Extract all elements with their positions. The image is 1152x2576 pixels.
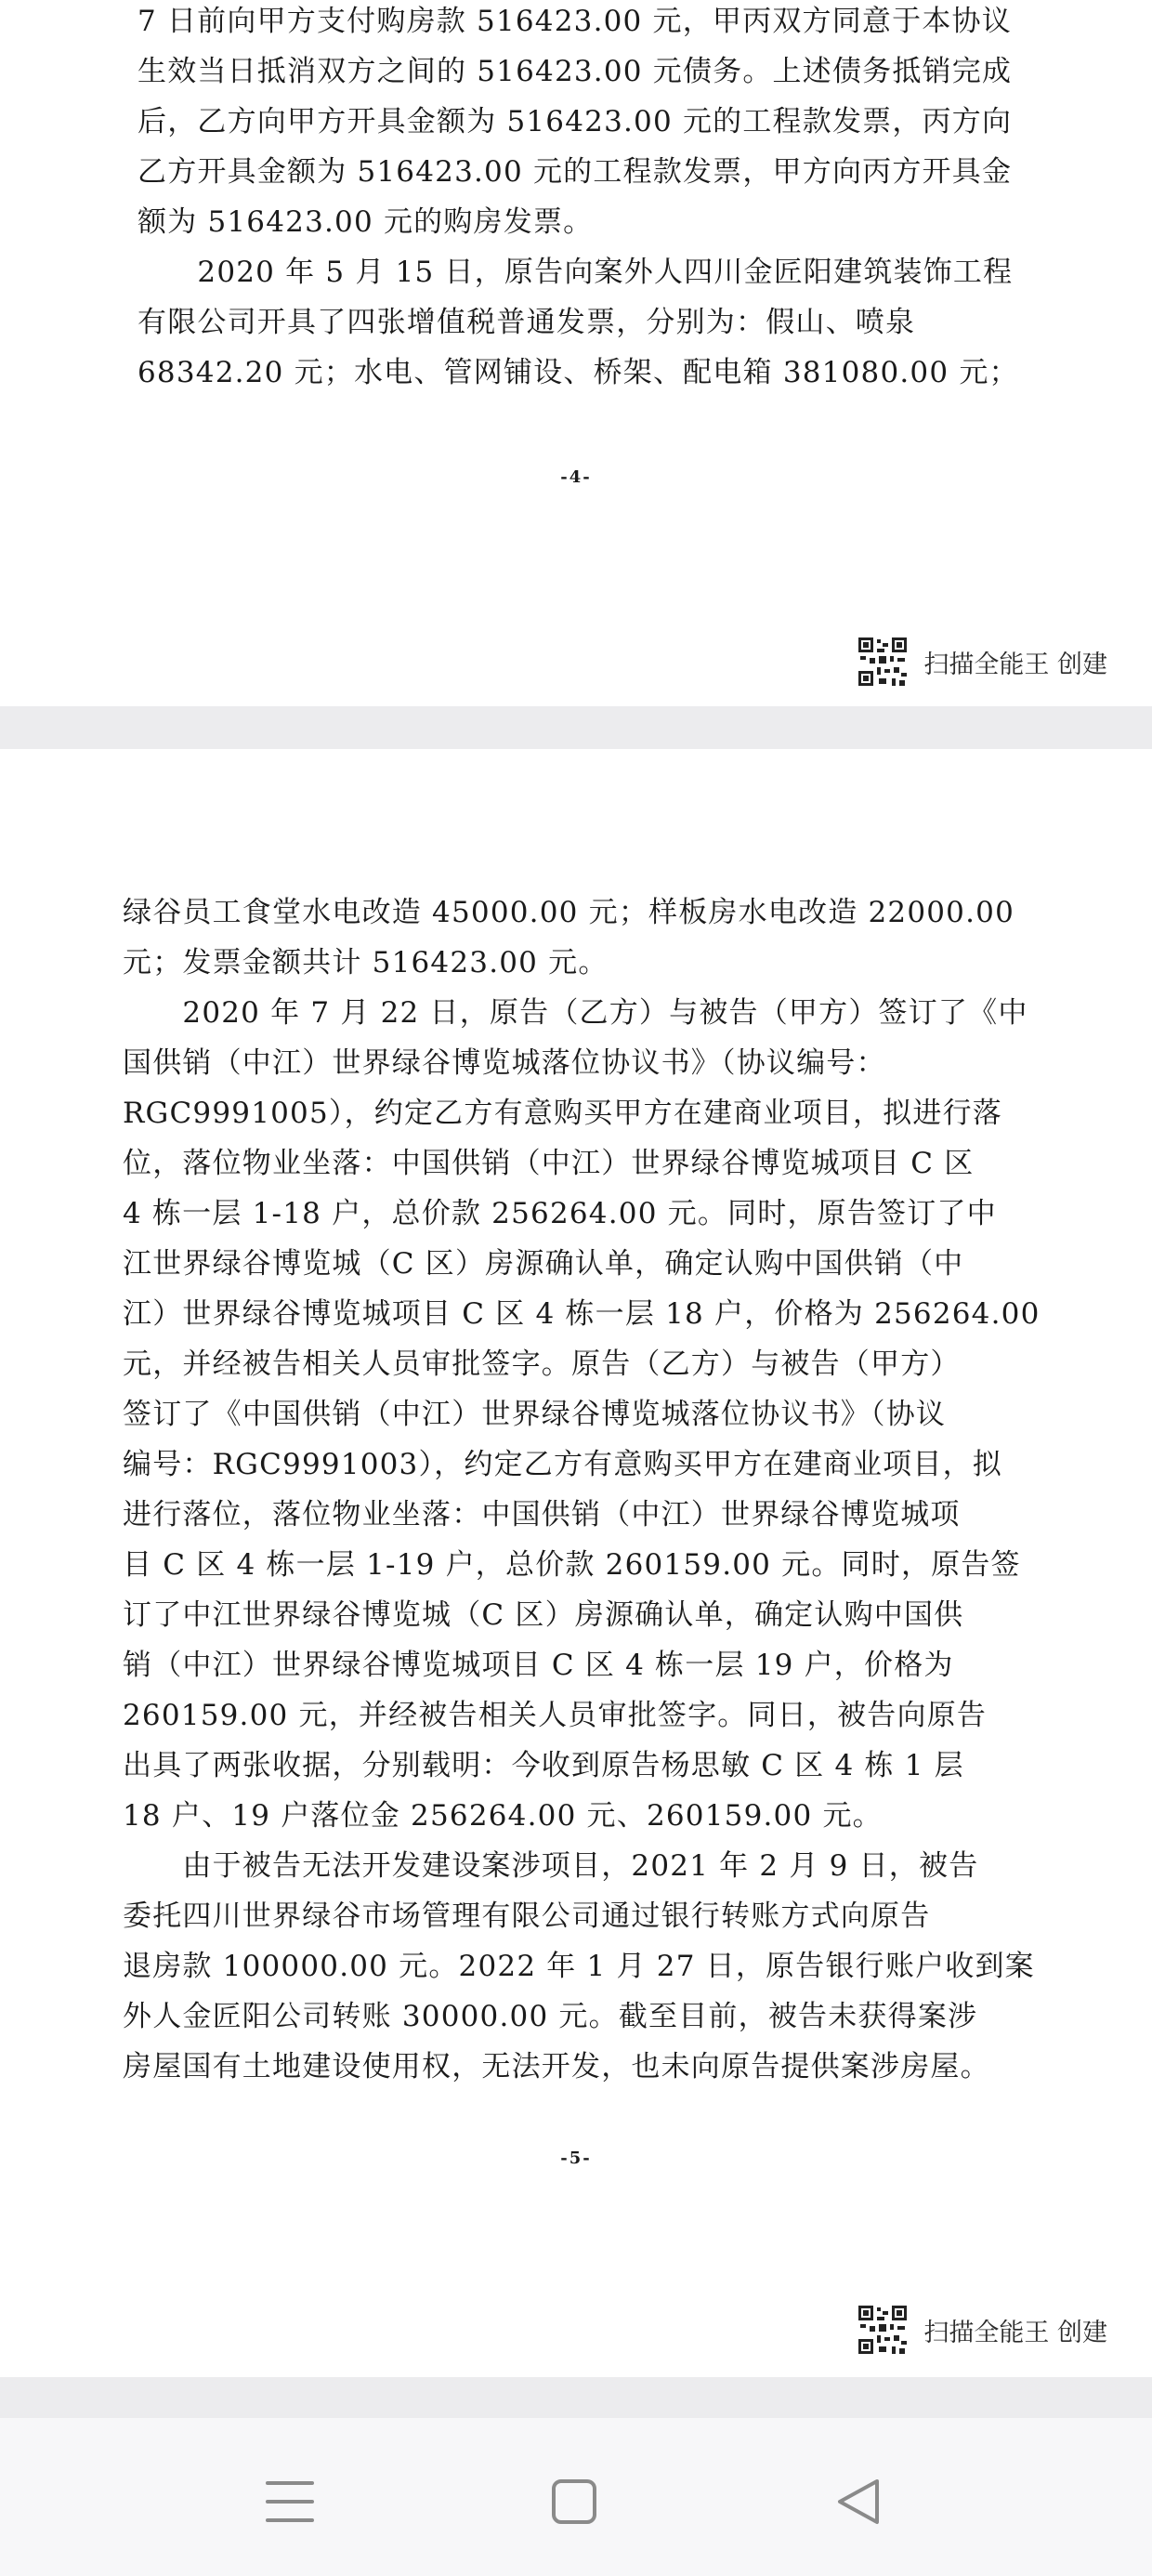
watermark-text: 扫描全能王 创建 bbox=[923, 2318, 1107, 2347]
back-triangle-icon[interactable] bbox=[821, 2464, 896, 2539]
watermark-text: 扫描全能王 创建 bbox=[923, 650, 1107, 679]
text-line: 生效当日抵消双方之间的 516423.00 元债务。上述债务抵销完成 bbox=[137, 55, 1013, 88]
text-line: 260159.00 元，并经被告相关人员审批签字。同日，被告向原告 bbox=[123, 1699, 988, 1732]
text-line: 后，乙方向甲方开具金额为 516423.00 元的工程款发票，丙方向 bbox=[137, 105, 1013, 138]
page-number: -5- bbox=[560, 2149, 592, 2168]
page-4-body-text bbox=[137, 0, 1019, 398]
text-line: 由于被告无法开发建设案涉项目，2021 年 2 月 9 日，被告 bbox=[123, 1849, 979, 1883]
text-line: 元；发票金额共计 516423.00 元。 bbox=[123, 946, 609, 979]
text-line: 江世界绿谷博览城（C 区）房源确认单，确定认购中国供销（中 bbox=[123, 1247, 964, 1281]
scanner-watermark bbox=[857, 636, 1107, 688]
qr-code-icon bbox=[857, 2304, 909, 2356]
text-line: 有限公司开具了四张增值税普通发票，分别为：假山、喷泉 bbox=[137, 306, 916, 339]
page-5-body-text bbox=[123, 887, 1041, 2092]
text-line: 进行落位，落位物业坐落：中国供销（中江）世界绿谷博览城项 bbox=[123, 1498, 961, 1531]
text-line: 外人金匠阳公司转账 30000.00 元。截至目前，被告未获得案涉 bbox=[123, 2000, 978, 2033]
text-line: 2020 年 7 月 22 日，原告（乙方）与被告（甲方）签订了《中 bbox=[123, 996, 1028, 1030]
text-line: RGC9991005），约定乙方有意购买甲方在建商业项目，拟进行落 bbox=[123, 1097, 1002, 1130]
text-line: 委托四川世界绿谷市场管理有限公司通过银行转账方式向原告 bbox=[123, 1899, 931, 1933]
text-line: 签订了《中国供销（中江）世界绿谷博览城落位协议书》（协议 bbox=[123, 1398, 947, 1431]
text-line: 额为 516423.00 元的购房发票。 bbox=[137, 205, 594, 239]
text-line: 位，落位物业坐落：中国供销（中江）世界绿谷博览城项目 C 区 bbox=[123, 1147, 975, 1180]
text-line: 68342.20 元；水电、管网铺设、桥架、配电箱 381080.00 元； bbox=[137, 356, 1019, 389]
scanner-watermark bbox=[857, 2304, 1107, 2356]
text-line: 国供销（中江）世界绿谷博览城落位协议书》（协议编号： bbox=[123, 1046, 886, 1080]
text-line: 乙方开具金额为 516423.00 元的工程款发票，甲方向丙方开具金 bbox=[137, 155, 1013, 189]
home-square-icon[interactable] bbox=[537, 2464, 611, 2539]
text-line: 绿谷员工食堂水电改造 45000.00 元；样板房水电改造 22000.00 bbox=[123, 896, 1015, 929]
menu-icon[interactable] bbox=[253, 2464, 327, 2539]
page-number: -4- bbox=[560, 467, 592, 487]
text-line: 7 日前向甲方支付购房款 516423.00 元，甲丙双方同意于本协议 bbox=[137, 5, 1012, 38]
text-line: 元，并经被告相关人员审批签字。原告（乙方）与被告（甲方） bbox=[123, 1347, 961, 1381]
text-line: 2020 年 5 月 15 日，原告向案外人四川金匠阳建筑装饰工程 bbox=[137, 256, 1014, 289]
qr-code-icon bbox=[857, 636, 909, 688]
text-line: 房屋国有土地建设使用权，无法开发，也未向原告提供案涉房屋。 bbox=[123, 2050, 990, 2083]
text-line: 江）世界绿谷博览城项目 C 区 4 栋一层 18 户，价格为 256264.00 bbox=[123, 1297, 1041, 1331]
text-line: 目 C 区 4 栋一层 1-19 户，总价款 260159.00 元。同时，原告签 bbox=[123, 1548, 1021, 1582]
text-line: 出具了两张收据，分别载明：今收到原告杨思敏 C 区 4 栋 1 层 bbox=[123, 1749, 964, 1782]
text-line: 4 栋一层 1-18 户，总价款 256264.00 元。同时，原告签订了中 bbox=[123, 1197, 997, 1230]
text-line: 销（中江）世界绿谷博览城项目 C 区 4 栋一层 19 户，价格为 bbox=[123, 1649, 954, 1682]
text-line: 编号：RGC9991003），约定乙方有意购买甲方在建商业项目，拟 bbox=[123, 1448, 1002, 1481]
text-line: 订了中江世界绿谷博览城（C 区）房源确认单，确定认购中国供 bbox=[123, 1598, 964, 1632]
text-line: 退房款 100000.00 元。2022 年 1 月 27 日，原告银行账户收到案 bbox=[123, 1950, 1035, 1983]
document-page-5 bbox=[0, 749, 1152, 2377]
system-navigation-bar bbox=[0, 2418, 1152, 2576]
text-line: 18 户、19 户落位金 256264.00 元、260159.00 元。 bbox=[123, 1799, 883, 1833]
document-page-4 bbox=[0, 0, 1152, 706]
